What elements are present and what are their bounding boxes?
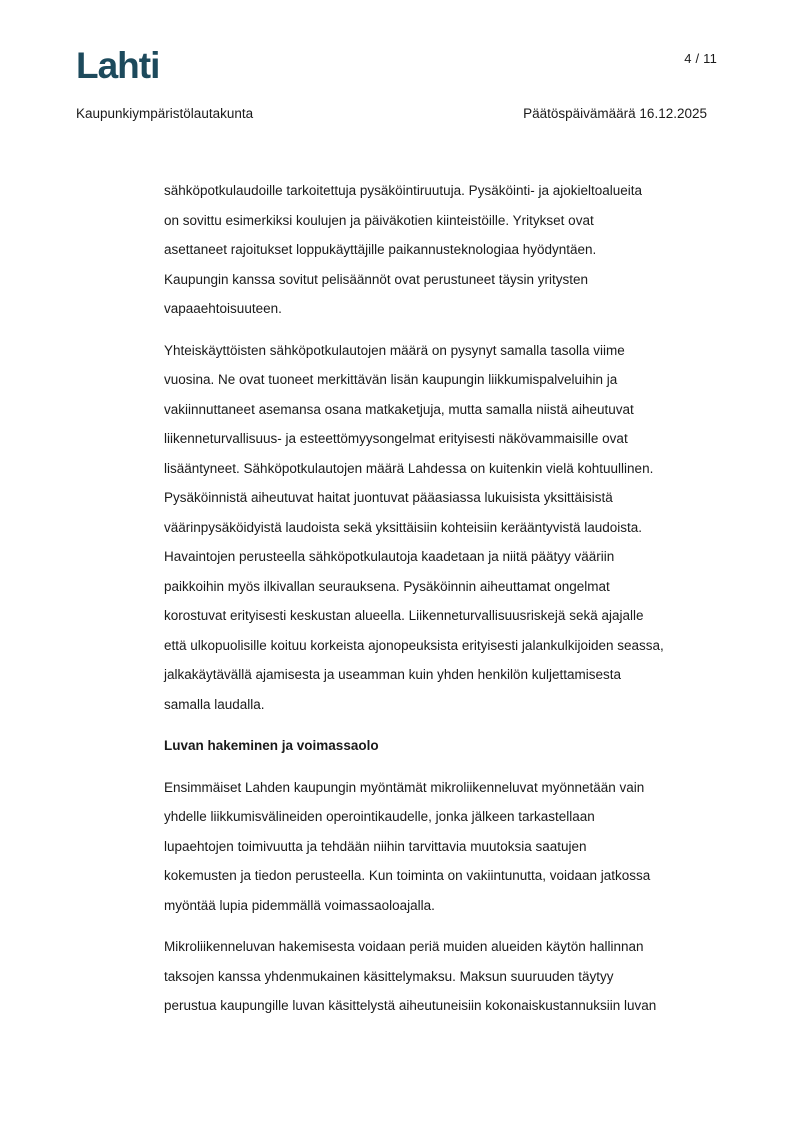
text-line: yhdelle liikkumisvälineiden operointikaudelle, jonka jälkeen tarkastellaan (164, 809, 595, 824)
decision-date: Päätöspäivämäärä 16.12.2025 (523, 106, 707, 121)
text-line: taksojen kanssa yhdenmukainen käsittelymaksu. Maksun suuruuden täytyy (164, 968, 614, 984)
text-line: liikenneturvallisuus- ja esteettömyysongelmat erityisesti näkövammaisille ovat (164, 431, 628, 446)
text-line: vapaaehtoisuuteen. (164, 301, 282, 316)
text-line: Ensimmäiset Lahden kaupungin myöntämät mikroliikenneluvat myönnetään vain (164, 779, 645, 795)
text-line: samalla laudalla. (164, 696, 265, 712)
paragraph (164, 773, 717, 921)
text-line: kokemusten ja tiedon perusteella. Kun toiminta on vakiintunutta, voidaan jatkossa (164, 868, 651, 883)
text-line: Havaintojen perusteella sähköpotkulautoja kaadetaan ja niitä päätyy vääriin (164, 549, 615, 564)
text-line: on sovittu esimerkiksi koulujen ja päiväkotien kiinteistöille. Yritykset ovat (164, 212, 594, 228)
text-line: asettaneet rajoitukset loppukäyttäjille paikannusteknologiaa hyödyntäen. (164, 242, 597, 257)
document-body (164, 176, 717, 1033)
paragraph (164, 336, 717, 720)
text-line: lupaehtojen toimivuutta ja tehdään niihin tarvittavia muutoksia saatujen (164, 838, 587, 854)
paragraph (164, 176, 717, 324)
text-line: Kaupungin kanssa sovitut pelisäännöt ovat perustuneet täysin yritysten (164, 271, 589, 287)
text-line: vuosina. Ne ovat tuoneet merkittävän lisän kaupungin liikkumispalveluihin ja (164, 372, 618, 387)
text-line: korostuvat erityisesti keskustan alueella. Liikenneturvallisuusriskejä sekä ajajalle (164, 608, 644, 623)
text-line: Yhteiskäyttöisten sähköpotkulautojen määrä on pysynyt samalla tasolla viime (164, 342, 625, 358)
page-number: 4 / 11 (684, 51, 717, 66)
text-line: myöntää lupia pidemmällä voimassaoloajalla. (164, 897, 435, 913)
logo-text: Lahti (76, 49, 160, 81)
text-line: lisääntyneet. Sähköpotkulautojen määrä Lahdessa on kuitenkin vielä kohtuullinen. (164, 460, 654, 476)
text-line: perustua kaupungille luvan käsittelystä aiheutuneisiin kokonaiskustannuksiin luvan (164, 998, 657, 1013)
text-line: jalkakäytävällä ajamisesta ja useamman kuin yhden henkilön kuljettamisesta (164, 667, 621, 682)
organization-name: Kaupunkiympäristölautakunta (76, 106, 254, 121)
text-line: vakiinnuttaneet asemansa osana matkaketjuja, mutta samalla niistä aiheutuvat (164, 401, 634, 417)
text-line: sähköpotkulaudoille tarkoitettuja pysäköintiruutuja. Pysäköinti- ja ajokieltoalueita (164, 183, 643, 198)
text-line: väärinpysäköidyistä laudoista sekä yksittäisiin kohteisiin kerääntyvistä laudoista. (164, 519, 642, 535)
text-line: paikkoihin myös ilkivallan seurauksena. Pysäköinnin aiheuttamat ongelmat (164, 578, 610, 594)
text-line: Pysäköinnistä aiheutuvat haitat juontuvat pääasiassa lukuisista yksittäisistä (164, 490, 613, 505)
text-line: että ulkopuolisille koituu korkeista ajonopeuksista erityisesti jalankulkijoiden seassa, (164, 637, 664, 653)
section-heading: Luvan hakeminen ja voimassaolo (164, 738, 379, 753)
paragraph (164, 932, 717, 1021)
text-line: Mikroliikenneluvan hakemisesta voidaan periä muiden alueiden käytön hallinnan (164, 939, 644, 954)
document-header (76, 106, 707, 121)
lahti-logo (76, 49, 168, 81)
